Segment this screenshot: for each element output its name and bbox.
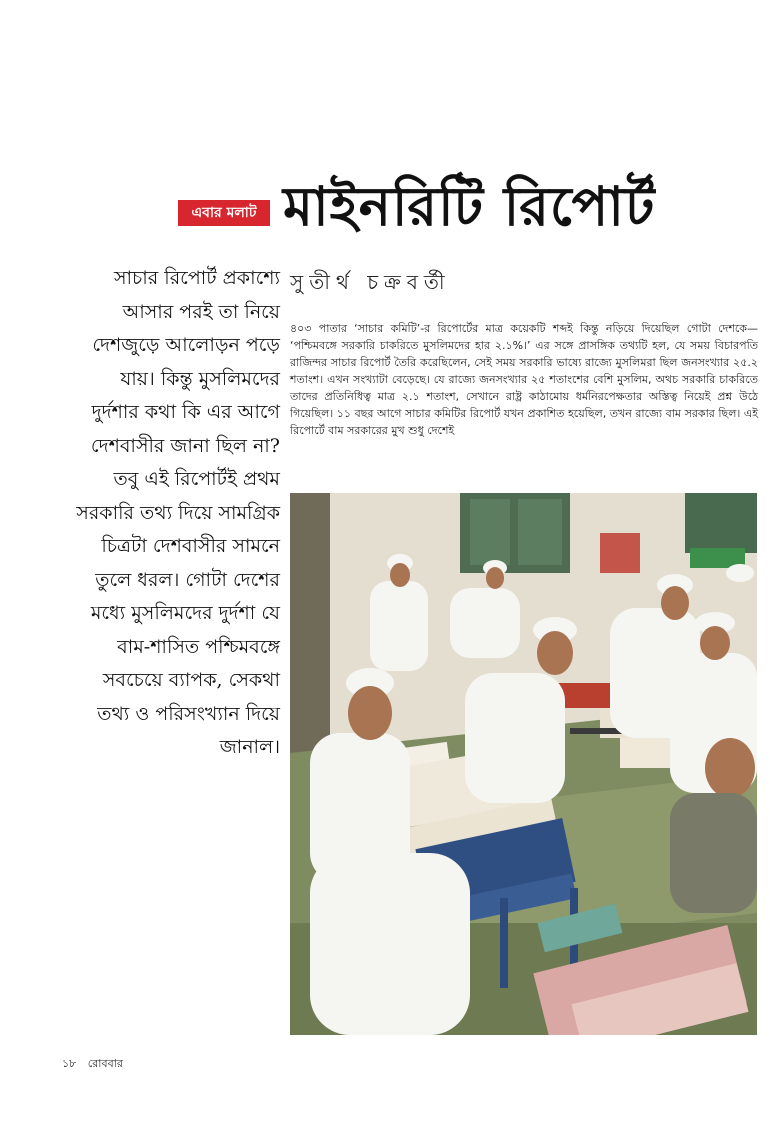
article-photo: [290, 493, 757, 1035]
section-kicker-label: এবার মলাট: [178, 200, 270, 226]
magazine-section-name: রোববার: [87, 1057, 123, 1070]
madrasa-study-photo: [290, 493, 757, 1035]
author-byline: সুতীর্থ চক্রবর্তী: [290, 270, 451, 294]
page-number: ১৮: [62, 1057, 77, 1070]
article-body: ৪০৩ পাতার ‘সাচার কমিটি’-র রিপোর্টের মাত্র কয়েকটি শব্দই কিন্তু নড়িয়ে দিয়েছিল গোটা দেশকে— ‘পশ্চিমবঙ্গে সরকারি চাকরিতে মুসলিমদের হার ২.১%।’ এর সঙ্গে প্রাসঙ্গিক তথ্যটি হল, যে সময় বিচারপতি রাজিন্দর সাচার রিপোর্ট তৈরি করেছিলেন, সেই সময় সরকারি ভাষ্যে রাজ্যে মুসলিমরা ছিল জনসংখ্যার ২৫.২ শতাংশ। এখন সংখ্যাটা বেড়েছে। যে রাজ্যে জনসংখ্যার ২৫ শতাংশের বেশি মুসলিম, অথচ সরকারি চাকরিতে তাদের প্রতিনিধিত্ব মাত্র ২.১ শতাংশ, সেখানে রাষ্ট্র কাঠামোয় ধর্মনিরপেক্ষতার অস্তিত্ব নিয়েই প্রশ্ন উঠে গিয়েছিল। ১১ বছর আগে সাচার কমিটির রিপোর্ট যখন প্রকাশিত হয়েছিল, তখন রাজ্যে বাম সরকার ছিল। এই রিপোর্টে বাম সরকারের মুখ শুধু দেশেই: [290, 322, 758, 437]
article-headline: মাইনরিটি রিপোর্ট: [283, 175, 656, 238]
article-standfirst: সাচার রিপোর্ট প্রকাশ্যে আসার পরই তা নিয়ে দেশজুড়ে আলোড়ন পড়ে যায়। কিন্তু মুসলিমদের দুর্দশার কথা কি এর আগে দেশবাসীর জানা ছিল না? তবু এই রিপোর্টই প্রথম সরকারি তথ্য দিয়ে সামগ্রিক চিত্রটা দেশবাসীর সামনে তুলে ধরল। গোটা দেশের মধ্যে মুসলিমদের দুর্দশা যে বাম-শাসিত পশ্চিমবঙ্গে সবচেয়ে ব্যাপক, সেকথা তথ্য ও পরিসংখ্যান দিয়ে জানাল।: [76, 267, 280, 758]
page-footer: [62, 1055, 123, 1074]
